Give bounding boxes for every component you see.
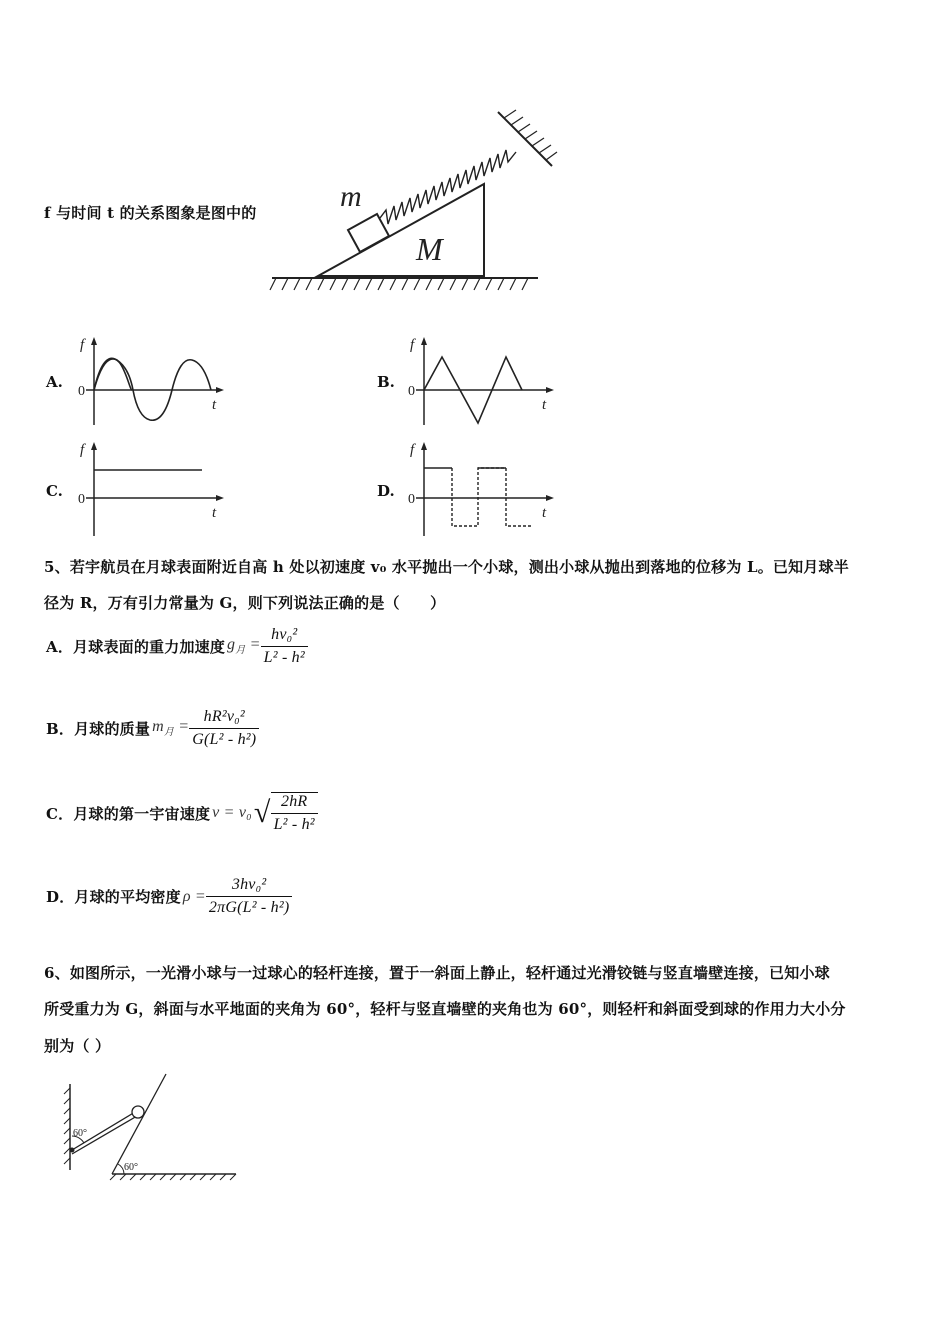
x-label: t xyxy=(212,397,217,413)
incline-spring-figure xyxy=(268,100,558,295)
q6-line1: 6、如图所示，一光滑小球与一过球心的轻杆连接，置于一斜面上静止，轻杆通过光滑铰链与竖直墙壁连接，已知小球 xyxy=(44,964,830,982)
option-d-label[interactable]: D. xyxy=(377,482,395,500)
origin-label: 0 xyxy=(78,384,85,399)
svg-text:f: f xyxy=(410,337,415,353)
q5-option-b[interactable]: B．月球的质量 $m_月$ = $\frac{\text{hR²v₀²}}{\text{G(L² - h²)}}$ xyxy=(46,708,259,749)
option-a-label[interactable]: A. xyxy=(46,373,63,391)
q5-option-d[interactable]: D．月球的平均密度 ρ = $\frac{\text{3hv₀²}}{\text{2πG(L² - h²)}}$ xyxy=(46,876,292,917)
spring xyxy=(380,150,516,224)
graph-c-constant[interactable] xyxy=(72,440,232,540)
block-m xyxy=(348,214,389,252)
q4-prompt-tail: f 与时间 t 的关系图象是图中的 xyxy=(44,204,257,222)
svg-text:0: 0 xyxy=(78,492,85,507)
svg-text:f: f xyxy=(410,442,415,458)
graph-d-square[interactable] xyxy=(402,440,562,540)
label-M: M xyxy=(416,231,443,267)
q5-option-a[interactable]: A．月球表面的重力加速度 $g_月$ = $\frac{\text{hv₀²}}{\text{L² - h²}}$ xyxy=(46,626,308,667)
svg-text:f: f xyxy=(80,442,85,458)
option-c-label[interactable]: C. xyxy=(46,482,63,500)
svg-text:t: t xyxy=(542,397,547,413)
y-label: f xyxy=(80,337,85,353)
x-arrow xyxy=(216,387,224,393)
y-arrow xyxy=(91,337,97,345)
option-b-label[interactable]: B. xyxy=(377,373,395,391)
q5-line2: 径为 R，万有引力常量为 G，则下列说法正确的是（ ） xyxy=(44,594,446,612)
q5-line1: 5、若宇航员在月球表面附近自高 h 处以初速度 v₀ 水平抛出一个小球，测出小球从抛出到落地的位移为 L。已知月球半 xyxy=(44,558,849,576)
svg-text:t: t xyxy=(542,505,547,521)
graph-a-sine[interactable] xyxy=(72,335,232,430)
wall-hatch xyxy=(64,1088,70,1164)
support-hatch xyxy=(504,110,557,160)
square-wave xyxy=(452,468,532,526)
q5-option-c[interactable]: C．月球的第一宇宙速度 v = v₀ √ $\frac{2hR}{\text{L² - h²}}$ xyxy=(46,792,318,834)
svg-text:0: 0 xyxy=(408,492,415,507)
q6-line3: 别为（ ） xyxy=(44,1037,111,1055)
slope-angle-label: 60° xyxy=(124,1162,138,1173)
label-m: m xyxy=(340,180,362,213)
sqrt-sign: √ xyxy=(253,796,271,829)
incline-line xyxy=(112,1074,166,1174)
ball xyxy=(132,1106,144,1118)
q6-line2: 所受重力为 G，斜面与水平地面的夹角为 60°，轻杆与竖直墙壁的夹角也为 60°，则轻杆和斜面受到球的作用力大小分 xyxy=(44,1000,846,1018)
svg-text:t: t xyxy=(212,505,217,521)
svg-text:0: 0 xyxy=(408,384,415,399)
ground-hatch xyxy=(110,1174,236,1180)
ground-hatch xyxy=(270,278,528,290)
rod-ball-figure xyxy=(60,1070,250,1185)
graph-b-triangle[interactable] xyxy=(402,335,562,430)
wall-angle-label: 60° xyxy=(73,1128,87,1139)
